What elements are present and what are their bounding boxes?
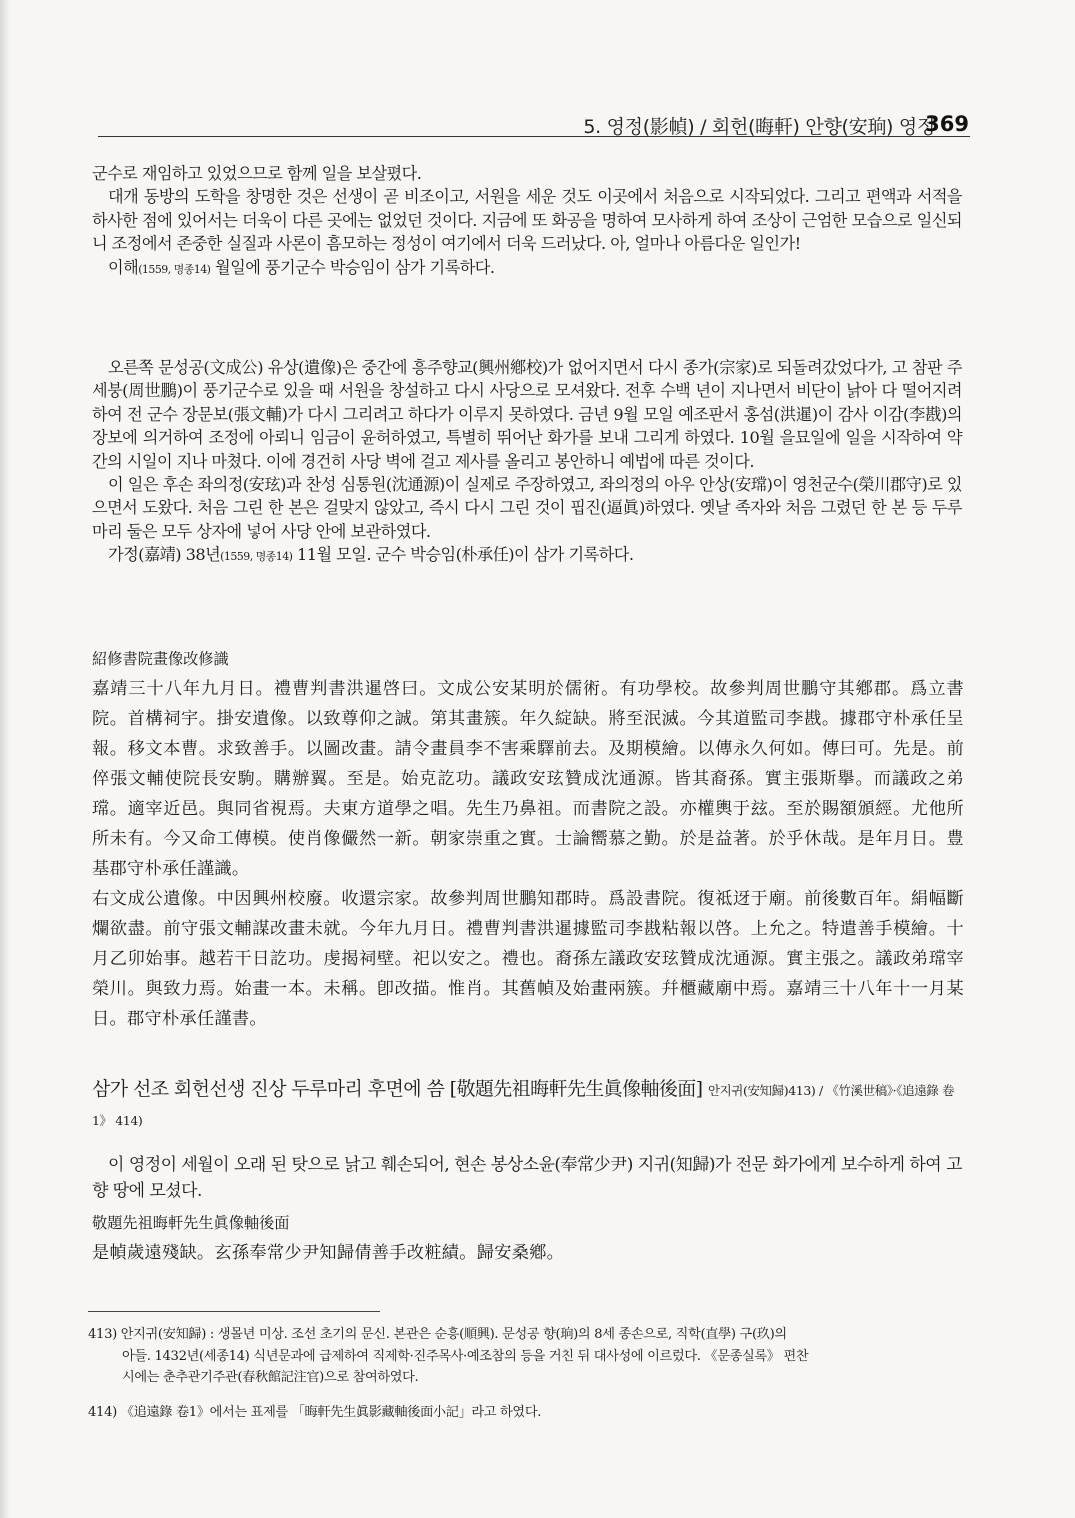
footnote-rule	[88, 1311, 380, 1312]
classical-paragraph: 嘉靖三十八年九月日。禮曹判書洪暹啓曰。文成公安某明於儒術。有功學校。故參判周世鵬守其鄕郡。爲立書院。首構祠宇。掛安遺像。以致尊仰之誠。第其畫簇。年久綻缺。將至泯滅。今其道監司李戡。據郡守朴承任呈報。移文本曹。求致善手。以圖改畫。請令畫員李不害乘驛前去。及期模繪。以傳永久何如。傳曰可。先是。前倅張文輔使院長安駒。購辦翼。至是。始克訖功。議政安玹贊成沈通源。皆其裔孫。實主張斯擧。而議政之弟瑺。適宰近邑。與同省視焉。夫東方道學之唱。先生乃鼻祖。而書院之設。亦權輿于玆。至於賜額頒經。尤他所所未有。今又命工傳模。使肖像儼然一新。朝家崇重之實。士論嚮慕之勤。於是益著。於乎休哉。是年月日。豊基郡守朴承任謹識。	[92, 679, 964, 879]
paragraph: 이 일은 후손 좌의정(安玹)과 찬성 심통원(沈通源)이 실제로 주장하였고, 좌의정의 아우 안상(安瑺)이 영천군수(榮川郡守)로 있으면서 도왔다. 처음 그린 한 본은 걸맞지 않았고, 즉시 다시 그린 것이 핍진(逼眞)하였다. 옛날 족자와 처음 그렸던 한 본 등 두루마리 둘은 모두 상자에 넣어 사당 안에 보관하였다.	[92, 475, 962, 541]
paragraph: 오른쪽 문성공(文成公) 유상(遺像)은 중간에 흥주향교(興州鄕校)가 없어지면서 다시 종가(宗家)로 되돌려갔었다가, 고 참판 주세붕(周世鵬)이 풍기군수로 있을 때 서원을 창설하고 다시 사당으로 모셔왔다. 전후 수백 년이 지나면서 비단이 낡아 다 떨어지려 하여 전 군수 장문보(張文輔)가 다시 그리려고 하다가 이루지 못하였다. 금년 9월 모일 예조판서 홍섬(洪暹)이 감사 이감(李戡)의 장보에 의거하여 조정에 아뢰니 임금이 윤허하였고, 특별히 뛰어난 화가를 보내 그리게 하였다. 10월 을묘일에 일을 시작하여 약간의 시일이 지나 마쳤다. 이에 경건히 사당 벽에 걸고 제사를 올리고 봉안하니 예법에 따른 것이다.	[92, 358, 962, 471]
section-title-korean: 삼가 선조 회헌선생 진상 두루마리 후면에 씀	[92, 1078, 445, 1100]
date-line	[92, 543, 962, 568]
section2-classical-title: 敬題先祖晦軒先生眞像軸後面	[92, 1214, 290, 1232]
footnote-text: 《追遠錄 卷1》에서는 표제를 「晦軒先生眞影藏軸後面小記」라고 하였다.	[120, 1405, 542, 1420]
classical-title: 紹修書院畫像改修識	[92, 650, 229, 668]
section-source: 안지귀(安知歸)413) / 《竹溪世稿》·《追遠錄 卷1》 414)	[92, 1083, 955, 1128]
paragraph: 이 영정이 세월이 오래 된 탓으로 낡고 훼손되어, 현손 봉상소윤(奉常少尹) 지귀(知歸)가 전문 화가에게 보수하게 하여 고향 땅에 모셨다.	[92, 1155, 962, 1201]
section2-body	[92, 1152, 962, 1204]
footnote-414	[88, 1402, 962, 1424]
date-text: 월일에 풍기군수 박승임이 삼가 기록하다.	[210, 257, 495, 277]
paragraph: 대개 동방의 도학을 창명한 것은 선생이 곧 비조이고, 서원을 세운 것도 이곳에서 처음으로 시작되었다. 그리고 편액과 서적을 하사한 점에 있어서는 더욱이 다른 곳에는 없었던 것이다. 지금에 또 화공을 명하여 모사하게 하여 조상이 근엄한 모습으로 일신되니 조정에서 존중한 실질과 사론이 흠모하는 정성이 여기에서 더욱 드러났다. 아, 얼마나 아름다운 일인가!	[92, 187, 962, 254]
running-header	[583, 112, 935, 139]
page-edge-shadow	[0, 0, 10, 1518]
section2-classical-text: 是幀歲遠殘缺。玄孫奉常少尹知歸倩善手改粧績。歸安桑鄕。	[92, 1243, 565, 1263]
korean-paragraphs-1	[92, 162, 962, 281]
classical-paragraph: 右文成公遺像。中因興州校廢。收還宗家。故參判周世鵬知郡時。爲設書院。復祗迓于廟。前後數百年。絹幅斷爛欲盡。前守張文輔謀改畫未就。今年九月日。禮曹判書洪暹據監司李戡粘報以啓。上允之。特遣善手模繪。十月乙卯始事。越若干日訖功。虔揭祠壁。祀以安之。禮也。裔孫左議政安玹贊成沈通源。實主張之。議政弟瑺宰榮川。與致力焉。始畫一本。未稱。卽改描。惟肖。其舊幀及始畫兩簇。幷櫃藏廟中焉。嘉靖三十八年十一月某日。郡守朴承任謹書。	[92, 889, 964, 1029]
date-text: 이해	[108, 257, 139, 277]
section-title-hanja: [敬題先祖晦軒先生眞像軸後面]	[449, 1078, 703, 1100]
footnote-number: 413)	[88, 1327, 117, 1342]
footnote-number: 414)	[88, 1405, 117, 1420]
date-text: 11월 모일. 군수 박승임(朴承任)이 삼가 기록하다.	[292, 545, 634, 565]
date-note: (1559, 명종14)	[220, 550, 293, 564]
footnote-text: 시에는 춘추관기주관(春秋館記注官)으로 참여하였다.	[122, 1370, 419, 1385]
running-title: 5. 영정(影幀) / 회헌(晦軒) 안향(安珦) 영정	[583, 116, 935, 138]
page-number: 369	[925, 112, 969, 136]
header-rule	[98, 136, 970, 137]
footnote-text: 안지귀(安知歸) : 생몰년 미상. 조선 초기의 문신. 본관은 순흥(順興). 문성공 향(珦)의 8세 종손으로, 직학(直學) 구(玖)의	[120, 1327, 787, 1342]
paragraph: 군수로 재임하고 있었으므로 함께 일을 보살폈다.	[92, 164, 422, 183]
section-heading	[92, 1075, 962, 1135]
date-text: 가정(嘉靖) 38년	[108, 545, 221, 565]
footnote-text: 아들. 1432년(세종14) 식년문과에 급제하여 직제학·진주목사·예조참의 등을 거친 뒤 대사성에 이르렀다. 《문종실록》 편찬	[122, 1348, 809, 1364]
footnote-413	[88, 1324, 962, 1389]
korean-paragraphs-2	[92, 356, 962, 569]
classical-text	[92, 674, 964, 1034]
date-line	[92, 256, 962, 281]
date-note: (1559, 명종14)	[138, 262, 211, 276]
